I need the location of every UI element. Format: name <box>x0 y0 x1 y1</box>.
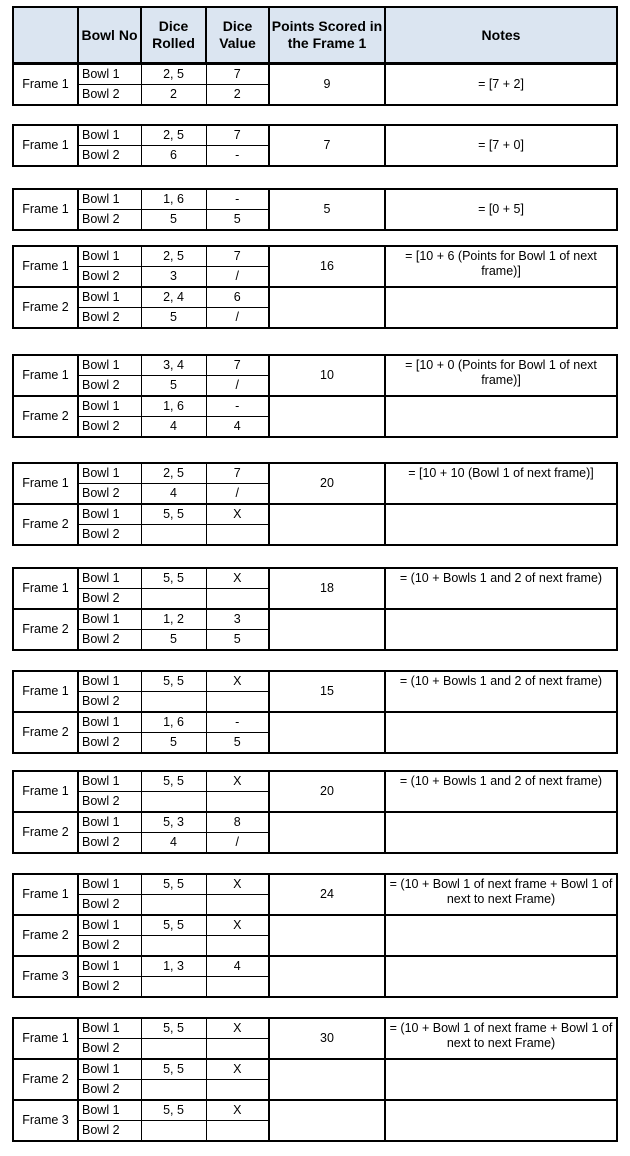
notes-cell: = (10 + Bowls 1 and 2 of next frame) <box>385 671 617 712</box>
notes-empty <box>385 504 617 545</box>
notes-empty <box>385 812 617 853</box>
bowl-number: Bowl 1 <box>78 246 141 267</box>
bowl-row <box>13 463 617 484</box>
example-table <box>12 124 618 167</box>
dice-value: / <box>206 376 269 397</box>
notes-cell: = [0 + 5] <box>385 189 617 230</box>
dice-value: / <box>206 267 269 288</box>
dice-rolled: 5 <box>141 210 206 231</box>
dice-rolled: 2, 5 <box>141 246 206 267</box>
header-dice-rolled: Dice Rolled <box>141 7 206 63</box>
frame-label: Frame 2 <box>13 287 78 328</box>
bowl-row <box>13 771 617 792</box>
dice-rolled: 5, 5 <box>141 1100 206 1121</box>
notes-empty <box>385 396 617 437</box>
bowl-number: Bowl 2 <box>78 85 141 106</box>
dice-value: - <box>206 146 269 167</box>
points-scored: 16 <box>269 246 385 287</box>
dice-value: X <box>206 671 269 692</box>
dice-value: / <box>206 308 269 329</box>
dice-value: 5 <box>206 210 269 231</box>
dice-rolled: 5 <box>141 630 206 651</box>
dice-rolled <box>141 525 206 546</box>
bowl-number: Bowl 1 <box>78 568 141 589</box>
bowl-row <box>13 812 617 833</box>
dice-rolled: 4 <box>141 417 206 438</box>
notes-empty <box>385 1100 617 1141</box>
bowl-row <box>13 1018 617 1039</box>
dice-rolled <box>141 1080 206 1101</box>
bowl-number: Bowl 1 <box>78 1018 141 1039</box>
dice-rolled: 5, 5 <box>141 671 206 692</box>
bowl-number: Bowl 1 <box>78 64 141 85</box>
bowl-number: Bowl 2 <box>78 267 141 288</box>
dice-value: / <box>206 484 269 505</box>
bowl-row <box>13 1100 617 1121</box>
points-scored: 20 <box>269 463 385 504</box>
example-table <box>12 188 618 231</box>
points-scored: 30 <box>269 1018 385 1059</box>
dice-value: - <box>206 396 269 417</box>
example-table <box>12 770 618 854</box>
bowl-number: Bowl 1 <box>78 189 141 210</box>
bowl-number: Bowl 2 <box>78 376 141 397</box>
frame-label: Frame 2 <box>13 712 78 753</box>
notes-cell: = (10 + Bowl 1 of next frame + Bowl 1 of next to next Frame) <box>385 1018 617 1059</box>
frame-label: Frame 1 <box>13 671 78 712</box>
notes-empty <box>385 915 617 956</box>
bowl-row <box>13 64 617 85</box>
notes-empty <box>385 956 617 997</box>
bowl-number: Bowl 2 <box>78 146 141 167</box>
example-table <box>12 354 618 438</box>
header-row <box>13 7 617 63</box>
dice-rolled: 1, 6 <box>141 396 206 417</box>
header-blank <box>13 7 78 63</box>
dice-rolled: 6 <box>141 146 206 167</box>
dice-value: 5 <box>206 733 269 754</box>
frame-label: Frame 1 <box>13 463 78 504</box>
dice-rolled: 5, 5 <box>141 771 206 792</box>
dice-rolled: 2, 5 <box>141 463 206 484</box>
points-empty <box>269 915 385 956</box>
dice-value: 8 <box>206 812 269 833</box>
bowl-number: Bowl 2 <box>78 895 141 916</box>
points-scored: 7 <box>269 125 385 166</box>
bowl-number: Bowl 2 <box>78 210 141 231</box>
notes-cell: = (10 + Bowls 1 and 2 of next frame) <box>385 568 617 609</box>
dice-value: 7 <box>206 463 269 484</box>
bowl-number: Bowl 2 <box>78 833 141 854</box>
dice-value <box>206 692 269 713</box>
notes-empty <box>385 1059 617 1100</box>
bowl-number: Bowl 1 <box>78 1059 141 1080</box>
header-bowl-no: Bowl No <box>78 7 141 63</box>
dice-rolled: 2, 5 <box>141 125 206 146</box>
frame-label: Frame 2 <box>13 915 78 956</box>
bowl-number: Bowl 1 <box>78 355 141 376</box>
dice-rolled: 5, 5 <box>141 1059 206 1080</box>
dice-value: 7 <box>206 64 269 85</box>
dice-rolled: 5 <box>141 376 206 397</box>
frame-label: Frame 1 <box>13 568 78 609</box>
notes-empty <box>385 609 617 650</box>
bowl-number: Bowl 2 <box>78 1080 141 1101</box>
dice-rolled: 5, 5 <box>141 915 206 936</box>
dice-rolled: 1, 6 <box>141 712 206 733</box>
bowl-number: Bowl 2 <box>78 308 141 329</box>
dice-rolled: 2, 4 <box>141 287 206 308</box>
frame-label: Frame 2 <box>13 812 78 853</box>
bowl-number: Bowl 2 <box>78 630 141 651</box>
example-table <box>12 63 618 106</box>
bowl-number: Bowl 1 <box>78 956 141 977</box>
dice-rolled <box>141 1039 206 1060</box>
dice-value: 2 <box>206 85 269 106</box>
notes-cell: = [10 + 6 (Points for Bowl 1 of next frame)] <box>385 246 617 287</box>
bowl-row <box>13 189 617 210</box>
points-empty <box>269 396 385 437</box>
frame-label: Frame 2 <box>13 504 78 545</box>
dice-rolled: 5, 3 <box>141 812 206 833</box>
notes-cell: = [10 + 10 (Bowl 1 of next frame)] <box>385 463 617 504</box>
dice-value: 4 <box>206 956 269 977</box>
points-scored: 15 <box>269 671 385 712</box>
notes-empty <box>385 712 617 753</box>
points-scored: 9 <box>269 64 385 105</box>
dice-rolled: 1, 2 <box>141 609 206 630</box>
bowl-row <box>13 504 617 525</box>
example-table <box>12 873 618 998</box>
points-empty <box>269 712 385 753</box>
frame-label: Frame 2 <box>13 1059 78 1100</box>
points-empty <box>269 609 385 650</box>
bowl-number: Bowl 1 <box>78 671 141 692</box>
header-notes: Notes <box>385 7 617 63</box>
header-points-scored: Points Scored in the Frame 1 <box>269 7 385 63</box>
bowl-number: Bowl 2 <box>78 692 141 713</box>
dice-rolled: 4 <box>141 833 206 854</box>
bowl-number: Bowl 2 <box>78 977 141 998</box>
header-table <box>12 6 618 64</box>
example-table <box>12 567 618 651</box>
bowl-row <box>13 609 617 630</box>
example-table <box>12 245 618 329</box>
notes-empty <box>385 287 617 328</box>
dice-rolled: 1, 3 <box>141 956 206 977</box>
dice-value: X <box>206 568 269 589</box>
dice-value: X <box>206 915 269 936</box>
frame-label: Frame 3 <box>13 1100 78 1141</box>
dice-value <box>206 895 269 916</box>
bowl-number: Bowl 1 <box>78 812 141 833</box>
frame-label: Frame 1 <box>13 189 78 230</box>
frame-label: Frame 1 <box>13 64 78 105</box>
bowl-number: Bowl 2 <box>78 792 141 813</box>
dice-value: 7 <box>206 355 269 376</box>
bowl-number: Bowl 1 <box>78 463 141 484</box>
example-table <box>12 670 618 754</box>
dice-value: X <box>206 1018 269 1039</box>
bowl-number: Bowl 1 <box>78 504 141 525</box>
dice-rolled: 5, 5 <box>141 874 206 895</box>
frame-label: Frame 1 <box>13 874 78 915</box>
bowl-row <box>13 874 617 895</box>
dice-rolled: 5, 5 <box>141 1018 206 1039</box>
frame-label: Frame 1 <box>13 246 78 287</box>
dice-value: 3 <box>206 609 269 630</box>
dice-value: - <box>206 189 269 210</box>
dice-value: 5 <box>206 630 269 651</box>
dice-rolled <box>141 895 206 916</box>
dice-rolled: 3, 4 <box>141 355 206 376</box>
dice-rolled: 5 <box>141 733 206 754</box>
frame-label: Frame 1 <box>13 771 78 812</box>
header-dice-value: Dice Value <box>206 7 269 63</box>
bowl-row <box>13 568 617 589</box>
dice-rolled <box>141 1121 206 1142</box>
dice-value: / <box>206 833 269 854</box>
dice-value <box>206 589 269 610</box>
notes-cell: = (10 + Bowls 1 and 2 of next frame) <box>385 771 617 812</box>
bowl-row <box>13 712 617 733</box>
frame-label: Frame 1 <box>13 125 78 166</box>
frame-label: Frame 3 <box>13 956 78 997</box>
dice-value: X <box>206 1100 269 1121</box>
dice-rolled <box>141 977 206 998</box>
dice-value <box>206 1121 269 1142</box>
bowl-number: Bowl 1 <box>78 609 141 630</box>
points-scored: 18 <box>269 568 385 609</box>
bowl-number: Bowl 2 <box>78 1039 141 1060</box>
bowl-number: Bowl 1 <box>78 125 141 146</box>
points-empty <box>269 956 385 997</box>
dice-rolled: 5 <box>141 308 206 329</box>
bowl-row <box>13 125 617 146</box>
bowl-number: Bowl 2 <box>78 936 141 957</box>
dice-rolled: 5, 5 <box>141 568 206 589</box>
dice-rolled: 1, 6 <box>141 189 206 210</box>
dice-rolled: 5, 5 <box>141 504 206 525</box>
points-empty <box>269 504 385 545</box>
dice-rolled <box>141 589 206 610</box>
example-table <box>12 462 618 546</box>
dice-rolled: 4 <box>141 484 206 505</box>
bowl-row <box>13 287 617 308</box>
notes-cell: = [7 + 0] <box>385 125 617 166</box>
bowl-number: Bowl 1 <box>78 287 141 308</box>
bowl-number: Bowl 2 <box>78 484 141 505</box>
bowl-number: Bowl 1 <box>78 915 141 936</box>
bowl-number: Bowl 1 <box>78 1100 141 1121</box>
dice-value <box>206 977 269 998</box>
dice-value <box>206 936 269 957</box>
points-empty <box>269 1059 385 1100</box>
dice-rolled <box>141 936 206 957</box>
dice-value: 4 <box>206 417 269 438</box>
bowl-row <box>13 1059 617 1080</box>
points-scored: 10 <box>269 355 385 396</box>
points-empty <box>269 287 385 328</box>
bowl-number: Bowl 1 <box>78 396 141 417</box>
points-scored: 20 <box>269 771 385 812</box>
bowl-number: Bowl 1 <box>78 874 141 895</box>
points-scored: 24 <box>269 874 385 915</box>
dice-value: X <box>206 771 269 792</box>
bowl-number: Bowl 1 <box>78 712 141 733</box>
frame-label: Frame 2 <box>13 609 78 650</box>
bowl-number: Bowl 2 <box>78 733 141 754</box>
bowl-number: Bowl 2 <box>78 589 141 610</box>
notes-cell: = (10 + Bowl 1 of next frame + Bowl 1 of next to next Frame) <box>385 874 617 915</box>
bowl-row <box>13 396 617 417</box>
notes-cell: = [7 + 2] <box>385 64 617 105</box>
dice-rolled: 2, 5 <box>141 64 206 85</box>
dice-value: 6 <box>206 287 269 308</box>
bowl-row <box>13 915 617 936</box>
frame-label: Frame 2 <box>13 396 78 437</box>
example-table <box>12 1017 618 1142</box>
bowl-row <box>13 355 617 376</box>
dice-rolled <box>141 692 206 713</box>
points-empty <box>269 812 385 853</box>
notes-cell: = [10 + 0 (Points for Bowl 1 of next frame)] <box>385 355 617 396</box>
dice-value <box>206 525 269 546</box>
dice-value: X <box>206 874 269 895</box>
dice-value: 7 <box>206 125 269 146</box>
points-scored: 5 <box>269 189 385 230</box>
bowl-number: Bowl 2 <box>78 525 141 546</box>
dice-value: X <box>206 504 269 525</box>
dice-value <box>206 1080 269 1101</box>
bowl-number: Bowl 2 <box>78 1121 141 1142</box>
dice-value <box>206 1039 269 1060</box>
frame-label: Frame 1 <box>13 355 78 396</box>
dice-value: - <box>206 712 269 733</box>
bowl-row <box>13 956 617 977</box>
frame-label: Frame 1 <box>13 1018 78 1059</box>
bowl-row <box>13 671 617 692</box>
dice-rolled <box>141 792 206 813</box>
bowl-row <box>13 246 617 267</box>
bowl-number: Bowl 1 <box>78 771 141 792</box>
bowl-number: Bowl 2 <box>78 417 141 438</box>
dice-rolled: 2 <box>141 85 206 106</box>
points-empty <box>269 1100 385 1141</box>
dice-value <box>206 792 269 813</box>
dice-value: X <box>206 1059 269 1080</box>
dice-rolled: 3 <box>141 267 206 288</box>
dice-value: 7 <box>206 246 269 267</box>
